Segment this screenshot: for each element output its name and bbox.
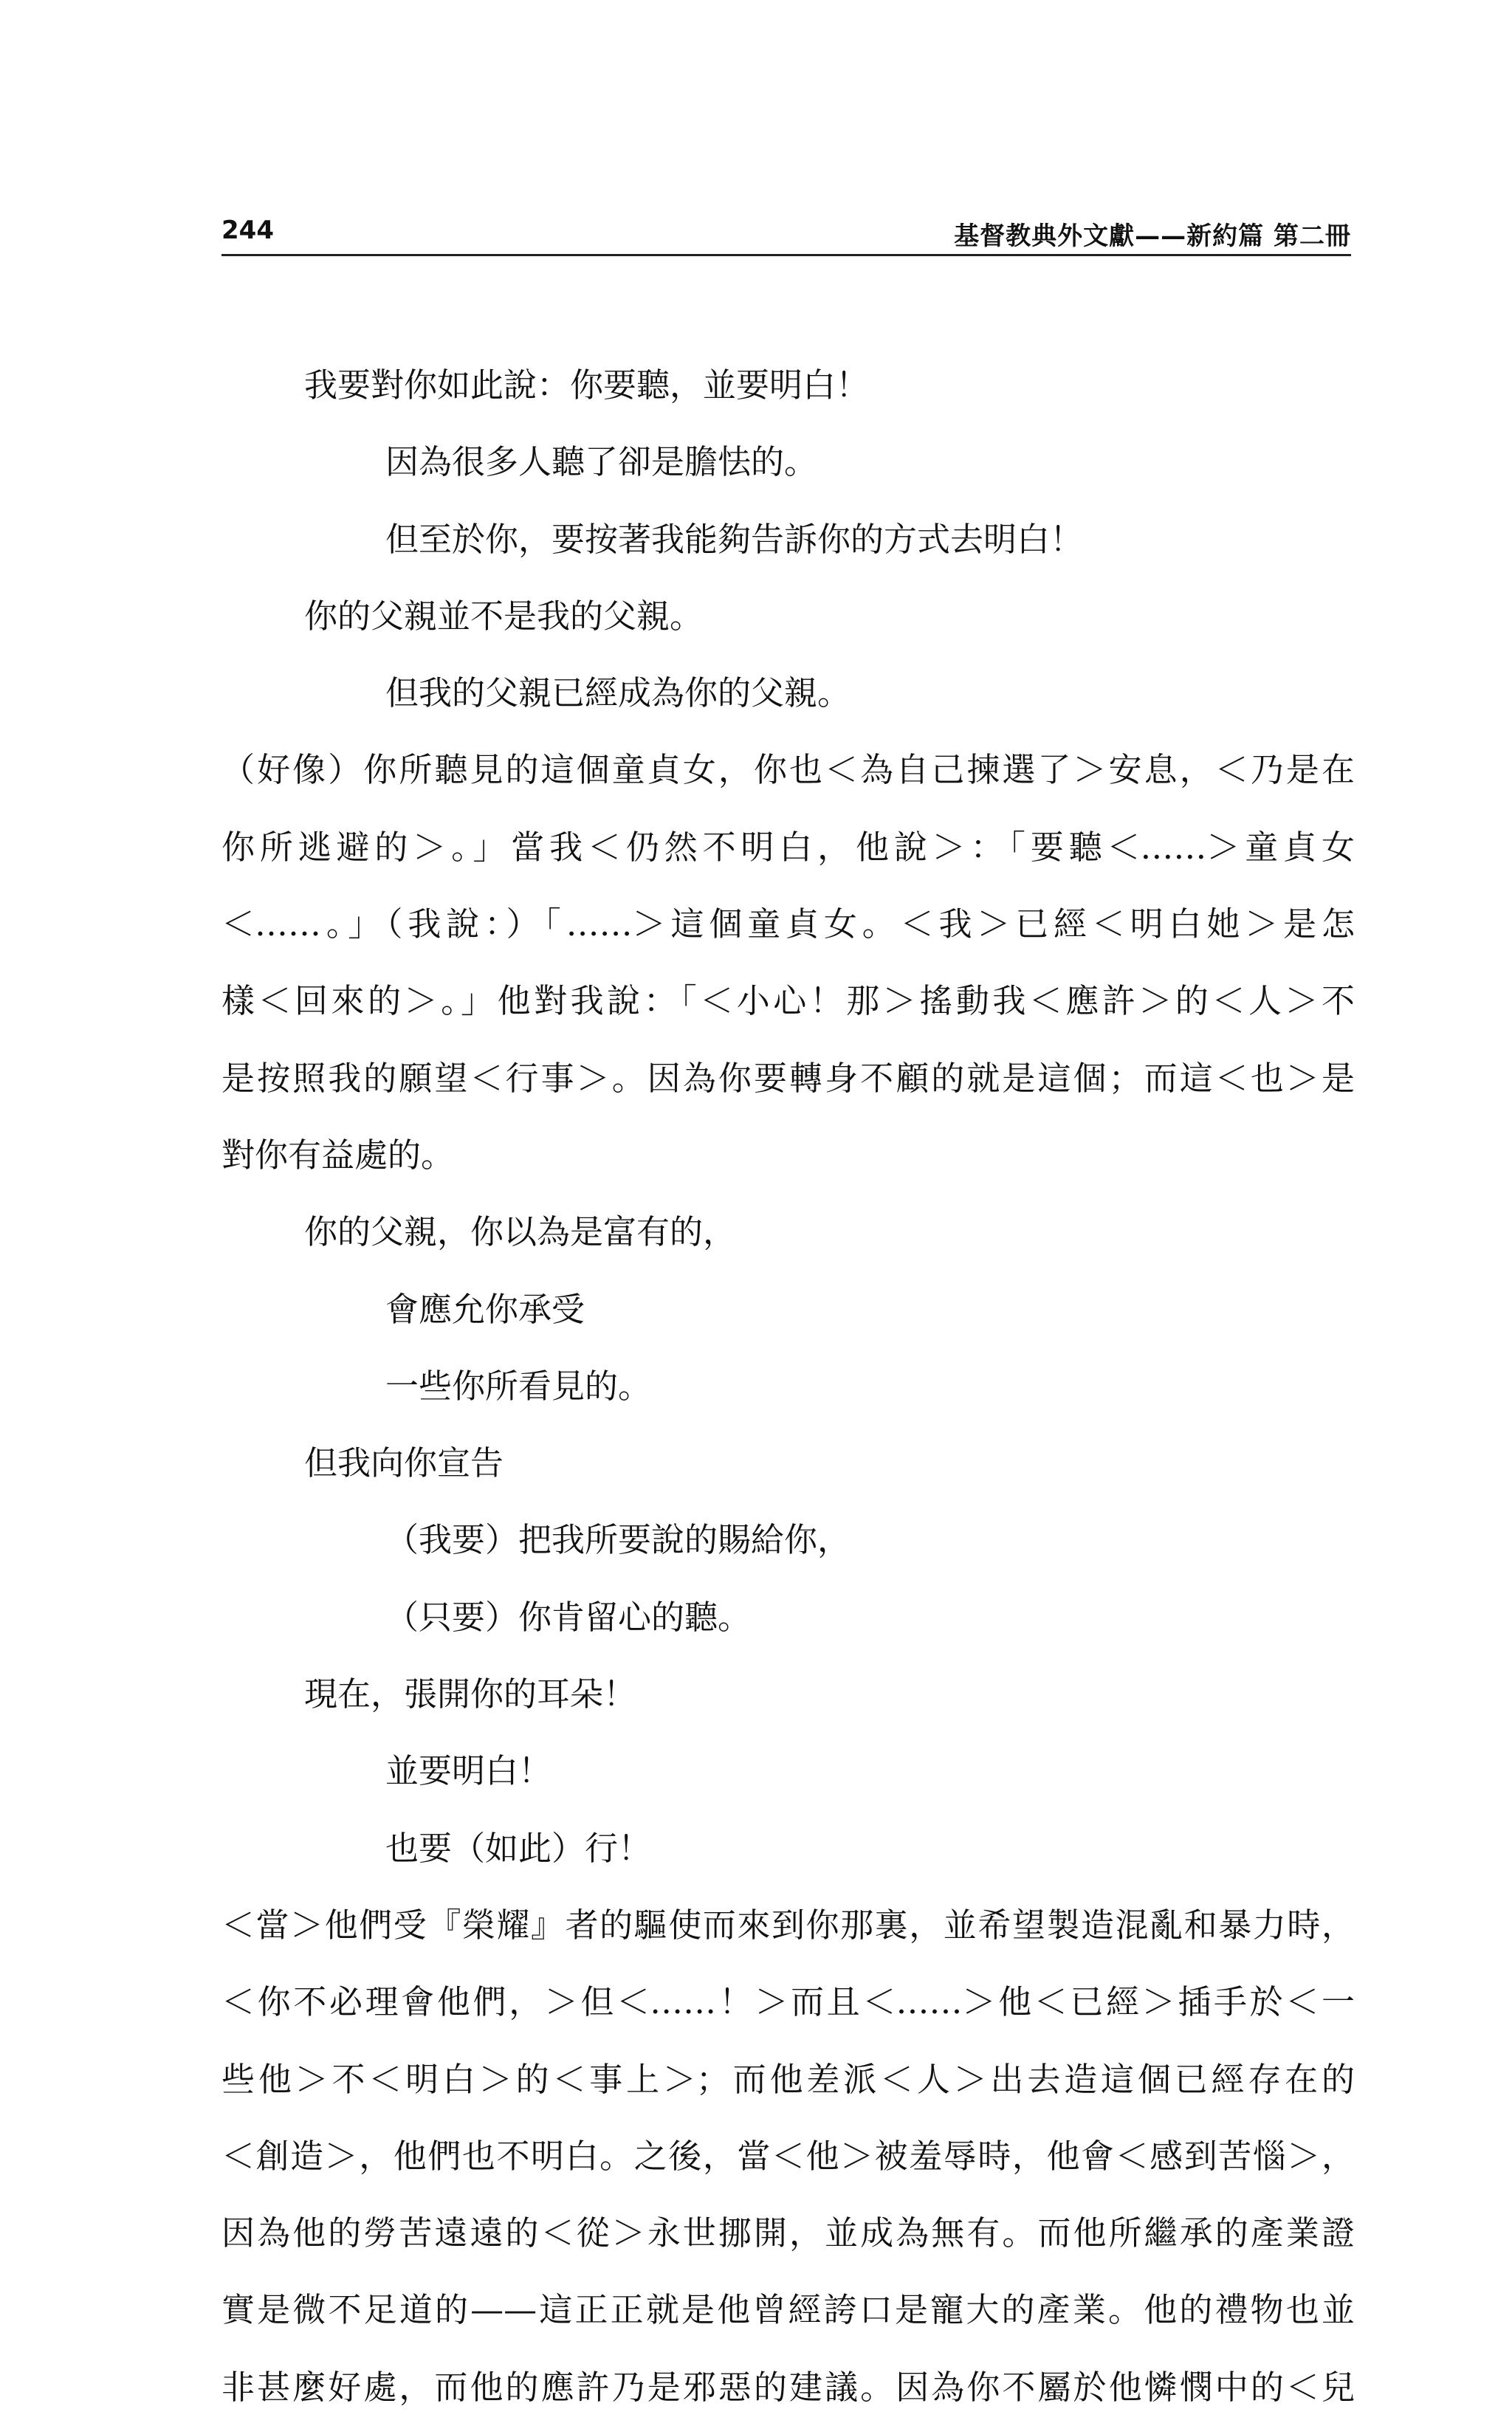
text-line: ＜你不必理會他們，＞但＜……！＞而且＜……＞他＜已經＞插手於＜一 [221, 1982, 1355, 2022]
text-line: ＜創造＞，他們也不明白。之後，當＜他＞被羞辱時，他會＜感到苦惱＞， [221, 2136, 1355, 2176]
text-line: 你所逃避的＞。」當我＜仍然不明白，他說＞：「要聽＜……＞童貞女 [221, 827, 1355, 867]
text-line: 因為他的勞苦遠遠的＜從＞永世挪開，並成為無有。而他所繼承的產業證 [221, 2213, 1355, 2253]
text-line: 一些你所看見的。 [385, 1366, 652, 1406]
text-line: 是按照我的願望＜行事＞。因為你要轉身不顧的就是這個；而這＜也＞是 [221, 1058, 1355, 1098]
text-line: （好像）你所聽見的這個童貞女，你也＜為自己揀選了＞安息，＜乃是在 [221, 750, 1355, 790]
text-line: （我要）把我所要說的賜給你， [385, 1520, 851, 1560]
page-number: 244 [221, 216, 274, 245]
text-line: 但我的父親已經成為你的父親。 [385, 673, 851, 713]
text-line: ＜當＞他們受『榮耀』者的驅使而來到你那裏，並希望製造混亂和暴力時， [221, 1905, 1355, 1945]
text-line: 實是微不足道的——這正正就是他曾經誇口是寵大的產業。他的禮物也並 [221, 2290, 1355, 2330]
text-line: 並要明白！ [385, 1751, 552, 1791]
text-line: 非甚麼好處，而他的應許乃是邪惡的建議。因為你不屬於他憐憫中的＜兒 [221, 2367, 1355, 2407]
text-line: 你的父親，你以為是富有的， [304, 1212, 737, 1252]
text-line: 現在，張開你的耳朵！ [304, 1674, 637, 1714]
text-line: 些他＞不＜明白＞的＜事上＞；而他差派＜人＞出去造這個已經存在的 [221, 2059, 1355, 2099]
text-line: ＜……。」（我說：）「……＞這個童貞女。＜我＞已經＜明白她＞是怎 [221, 904, 1355, 944]
text-line: 也要（如此）行！ [385, 1828, 652, 1868]
text-line: 樣＜回來的＞。」他對我說：「＜小心！那＞搖動我＜應許＞的＜人＞不 [221, 981, 1355, 1021]
text-line: 但我向你宣告 [304, 1443, 504, 1483]
text-line: 對你有益處的。 [221, 1135, 455, 1175]
text-line: （只要）你肯留心的聽。 [385, 1597, 752, 1637]
running-header [221, 213, 1351, 256]
text-line: 因為很多人聽了卻是膽怯的。 [385, 442, 818, 482]
text-line: 你的父親並不是我的父親。 [304, 596, 704, 636]
running-title: 基督教典外文獻——新約篇 第二冊 [954, 221, 1351, 251]
body-text [221, 347, 1355, 2426]
text-line: 我要對你如此說：你要聽，並要明白！ [304, 365, 870, 405]
text-line: 但至於你，要按著我能夠告訴你的方式去明白！ [385, 519, 1084, 559]
text-line: 會應允你承受 [385, 1289, 585, 1329]
